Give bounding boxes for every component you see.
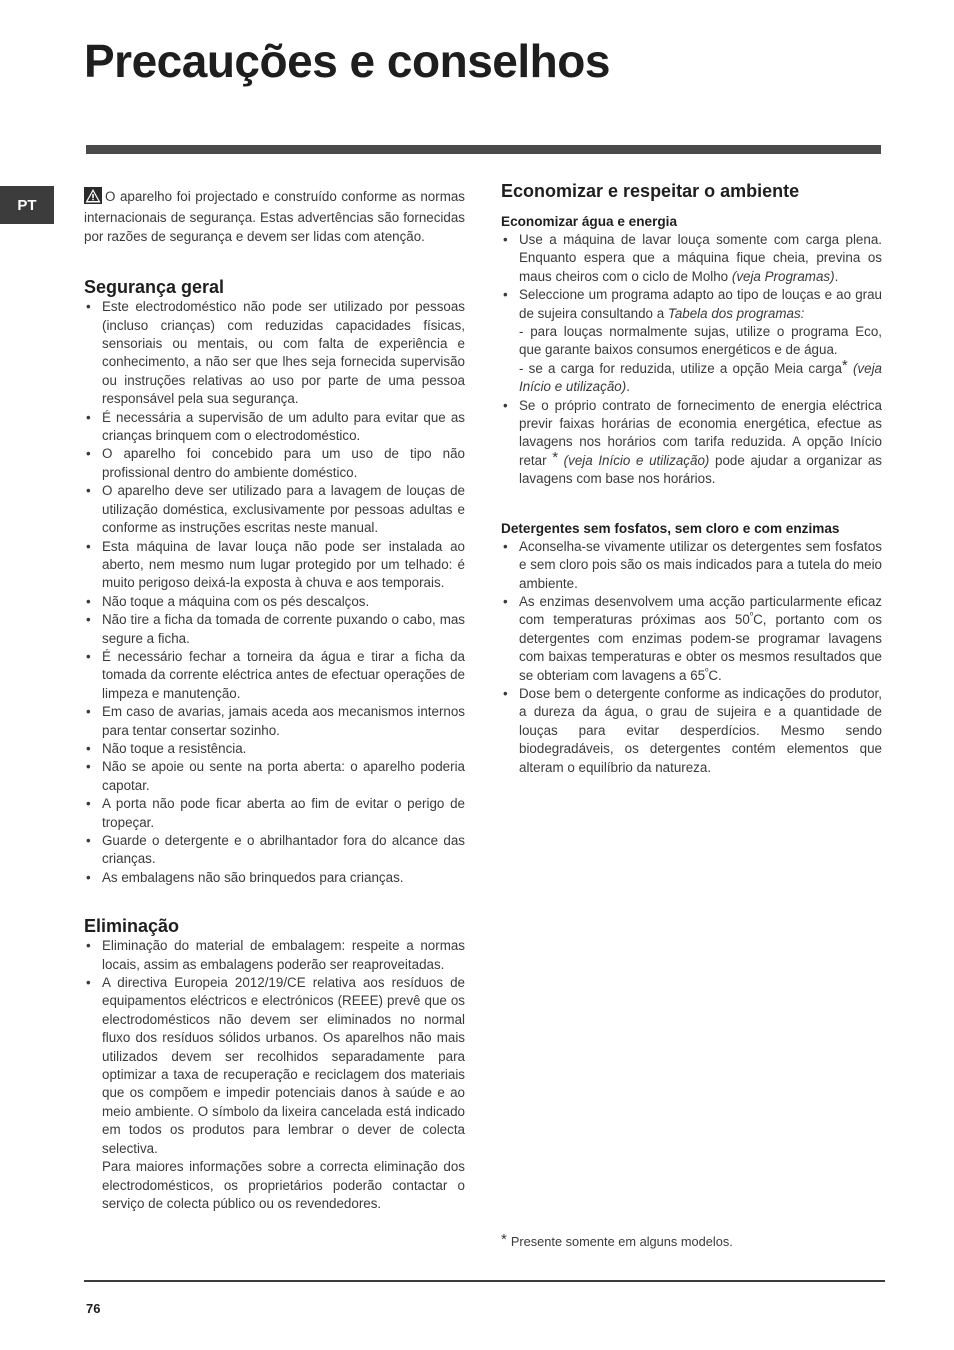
item-text: C. [708,667,722,683]
intro-paragraph [84,187,465,246]
item-reference: Tabela dos programas: [667,305,805,321]
safety-list [84,298,465,887]
list-item [501,593,882,685]
safety-heading: Segurança geral [84,277,225,298]
sub-item: - para louças normalmente sujas, utilize o programa Eco, que garante baixos consumos energéticos e de água. [519,324,882,358]
item-text: As enzimas desenvolvem uma acção particularmente eficaz com temperaturas próximas aos 50 [519,593,882,628]
sub-item [519,356,882,397]
degree-mark: º [749,610,754,621]
page-title: Precauções e conselhos [84,35,610,87]
list-item: • As embalagens não são brinquedos para crianças. [84,869,465,887]
list-item [501,231,882,286]
directive-extra-text: Para maiores informações sobre a correcta eliminação dos electrodomésticos, os proprietários poderão contactar o serviço de colecta público ou os revendedores. [102,1159,465,1211]
list-item: • Este electrodoméstico não pode ser utilizado por pessoas (incluso crianças) com reduzidas capacidades físicas, sensoriais ou mentais, ou com falta de experiência e conhecimento, a não ser que lhes seja fornecida supervisão ou instruções relativas ao uso por parte de uma pessoa responsável pela sua segurança. [84,298,465,408]
disposal-list [84,937,465,1213]
page-number: 76 [86,1301,101,1316]
list-item [501,397,882,489]
item-text: pode ajudar a organizar as lavagens com base nos horários. [519,452,882,487]
asterisk-mark: * [552,448,559,466]
list-item [501,286,882,396]
list-item [84,974,465,1213]
item-text: Seleccione um programa adapto ao tipo de louças e ao grau de sujeira consultando a [519,287,882,321]
item-text: - se a carga for reduzida, utilize a opção Meia carga [519,360,842,376]
warning-triangle-icon [84,187,102,209]
intro-text: O aparelho foi projectado e construído conforme as normas internacionais de segurança. Estas advertências são fornecidas por razões de segurança e devem ser lidas com atenção. [84,189,465,244]
environment-heading: Economizar e respeitar o ambiente [501,181,800,201]
asterisk-mark: * [501,1231,507,1248]
water-energy-subheading: Economizar água e energia [501,214,678,229]
asterisk-mark: * [841,356,848,374]
footer-divider [84,1280,885,1282]
item-reference: (veja Programas) [731,268,835,284]
directive-text: A directiva Europeia 2012/19/CE relativa aos resíduos de equipamentos eléctricos e electrónicos (REEE) prevê que os electrodomésticos não devem ser eliminados no normal fluxo dos resíduos sólidos urbanos. Os aparelhos não mais utilizados devem ser recolhidos separadamente para optimizar a taxa de recuperação e reciclagem dos materiais que os compõem e impedir potenciais danos à saúde e ao meio ambiente. O símbolo da lixeira cancelada está indicado em todos os produtos para lembrar o dever de colecta selectiva. [102,975,465,1156]
list-item: • Dose bem o detergente conforme as indicações do produtor, a dureza da água, o grau de sujeira e a quantidade de louças para evitar desperdícios. Mesmo sendo biodegradáveis, os detergentes contém elementos que alteram o equilíbrio da natureza. [501,685,882,777]
footnote [501,1231,733,1249]
item-text: Se o próprio contrato de fornecimento de energia eléctrica previr faixas horárias de economia energética, efectue as lavagens nos horários com tarifa reduzida. A opção Início retar [519,397,882,468]
list-item: • Não se apoie ou sente na porta aberta: o aparelho poderia capotar. [84,758,465,795]
right-column [501,180,882,777]
disposal-heading: Eliminação [84,916,180,937]
detergents-subheading: Detergentes sem fosfatos, sem cloro e com enzimas [501,520,840,536]
list-item: • É necessária a supervisão de um adulto para evitar que as crianças brinquem com o electrodoméstico. [84,409,465,446]
water-energy-list [501,231,882,489]
left-column [84,187,465,1213]
list-item: • A porta não pode ficar aberta ao fim de evitar o perigo de tropeçar. [84,795,465,832]
list-item: • Não toque a resistência. [84,740,465,758]
item-text: C, portanto com os detergentes com enzimas podem-se programar lavagens com baixas temperaturas e obter os mesmos resultados que se obteriam com lavagens a 65 [519,612,882,683]
list-item: • É necessário fechar a torneira da água e tirar a ficha da tomada da corrente eléctrica antes de efectuar operações de limpeza e manutenção. [84,648,465,703]
list-item: • Aconselha-se vivamente utilizar os detergentes sem fosfatos e sem cloro pois são os mais indicados para a tutela do meio ambiente. [501,538,882,593]
footnote-text: Presente somente em alguns modelos. [510,1234,733,1249]
list-item: • Não tire a ficha da tomada de corrente puxando o cabo, mas segure a ficha. [84,611,465,648]
list-item: • O aparelho deve ser utilizado para a lavagem de louças de utilização doméstica, exclusivamente por pessoas adultas e conforme as instruções escritas neste manual. [84,482,465,537]
item-text: . [834,268,839,284]
item-text: . [626,379,630,395]
item-reference: (veja Início e utilização) [563,452,710,468]
list-item: • Em caso de avarias, jamais aceda aos mecanismos internos para tentar consertar sozinho. [84,703,465,740]
list-item: • Não toque a máquina com os pés descalços. [84,593,465,611]
list-item: • Guarde o detergente e o abrilhantador fora do alcance das crianças. [84,832,465,869]
list-item: • Eliminação do material de embalagem: respeite a normas locais, assim as embalagens poderão ser reaproveitadas. [84,937,465,974]
item-reference: (veja Início e utilização) [519,360,882,395]
title-divider [86,145,881,154]
degree-mark: º [705,666,709,677]
item-text: Use a máquina de lavar louça somente com carga plena. Enquanto espera que a máquina fique cheia, previna os maus cheiros com o ciclo de Molho [519,232,882,284]
detergents-list [501,538,882,777]
language-tab: PT [0,186,54,224]
list-item: • Esta máquina de lavar louça não pode ser instalada ao aberto, nem mesmo num lugar protegido por um telhado: é muito perigoso deixá-la exposta à chuva e aos temporais. [84,538,465,593]
list-item: • O aparelho foi concebido para um uso de tipo não profissional dentro do ambiente doméstico. [84,445,465,482]
